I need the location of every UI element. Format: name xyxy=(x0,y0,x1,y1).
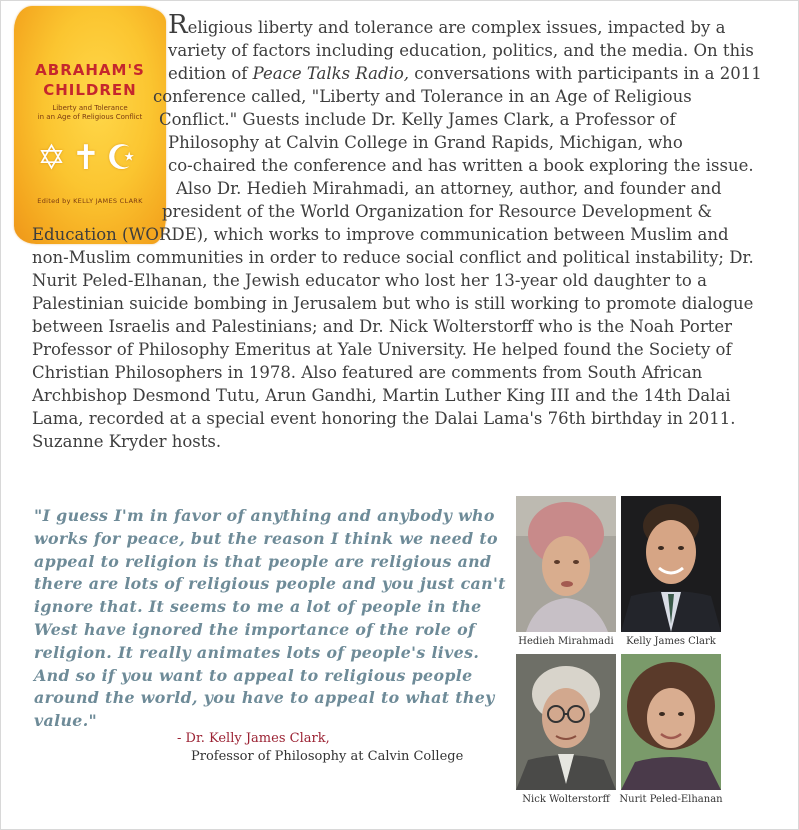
quote-line: "I guess I'm in favor of anything and anybody who xyxy=(34,506,495,525)
quote-line: around the world, you have to appeal to what they xyxy=(34,688,495,708)
article-line: Palestinian suicide bombing in Jerusalem but who is still working to promote dialogue xyxy=(32,294,754,313)
article-line: Lama, recorded at a special event honoring the Dalai Lama's 76th birthday in 2011. xyxy=(32,409,736,428)
article-body xyxy=(32,10,772,453)
photo-hedieh-mirahmadi xyxy=(516,496,616,632)
quote-line: appeal to religion is that people are religious and xyxy=(34,551,492,571)
book-subtitle-line1: Liberty and Tolerance xyxy=(52,104,128,112)
quote-line: religion. It really animates lots of people's lives. xyxy=(34,642,480,662)
photo-nurit-peled-elhanan xyxy=(621,654,721,790)
article-line: Nurit Peled-Elhanan, the Jewish educator who lost her 13-year old daughter to a xyxy=(32,271,707,290)
article-line: Philosophy at Calvin College in Grand Rapids, Michigan, who xyxy=(168,133,683,152)
book-title-line2: CHILDREN xyxy=(43,81,137,99)
quote-line: And so if you want to appeal to religious people xyxy=(34,665,473,685)
book-editor: Edited by KELLY JAMES CLARK xyxy=(37,197,143,205)
dropcap: R xyxy=(168,10,188,40)
quote-line: works for peace, but the reason I think we need to xyxy=(34,528,498,548)
article-line: variety of factors including education, politics, and the media. On this xyxy=(168,41,754,60)
article-line: Also Dr. Hedieh Mirahmadi, an attorney, author, and founder and xyxy=(176,179,722,198)
photo-kelly-james-clark xyxy=(621,496,721,632)
article-line: Archbishop Desmond Tutu, Arun Gandhi, Martin Luther King III and the 14th Dalai xyxy=(32,386,731,405)
book-subtitle-line2: in an Age of Religious Conflict xyxy=(37,113,143,121)
book-title-line1: ABRAHAM'S xyxy=(35,61,145,79)
article-line: edition of Peace Talks Radio, conversations with participants in a 2011 xyxy=(168,64,762,83)
quote-line: there are lots of religious people and you just can't xyxy=(34,574,506,594)
article-line: Conflict." Guests include Dr. Kelly James Clark, a Professor of xyxy=(159,110,676,129)
photo-nick-wolterstorff xyxy=(516,654,616,790)
quote-line: West have ignored the importance of the role of xyxy=(34,619,476,639)
quote-attribution-title: Professor of Philosophy at Calvin College xyxy=(191,749,464,764)
article-line: Christian Philosophers in 1978. Also featured are comments from South African xyxy=(32,363,703,382)
article-line: Education (WORDE), which works to improve communication between Muslim and xyxy=(32,225,729,244)
religious-symbols-icon: ✡✝☪ xyxy=(37,138,143,178)
article-line: president of the World Organization for Resource Development & xyxy=(162,202,713,221)
pull-quote xyxy=(34,505,506,733)
article-line: non-Muslim communities in order to reduce social conflict and political instability; Dr. xyxy=(32,248,754,267)
quote-attribution-name: - Dr. Kelly James Clark, xyxy=(177,731,330,746)
program-name: Peace Talks Radio, xyxy=(252,64,410,83)
article-line: Suzanne Kryder hosts. xyxy=(32,432,222,451)
photo-caption: Nick Wolterstorff xyxy=(522,794,610,805)
quote-line: value." xyxy=(34,711,98,731)
photo-caption: Kelly James Clark xyxy=(626,636,716,647)
article-line: between Israelis and Palestinians; and Dr. Nick Wolterstorff who is the Noah Porter xyxy=(32,317,733,336)
article-line: conference called, "Liberty and Tolerance in an Age of Religious xyxy=(153,87,692,106)
article-line: Religious liberty and tolerance are complex issues, impacted by a xyxy=(168,10,726,40)
article-line: Professor of Philosophy Emeritus at Yale University. He helped found the Society of xyxy=(32,340,732,359)
photo-caption: Nurit Peled-Elhanan xyxy=(619,794,723,805)
article-line: co-chaired the conference and has written a book exploring the issue. xyxy=(168,156,754,175)
quote-line: ignore that. It seems to me a lot of people in the xyxy=(34,597,482,617)
photo-caption: Hedieh Mirahmadi xyxy=(518,636,614,647)
